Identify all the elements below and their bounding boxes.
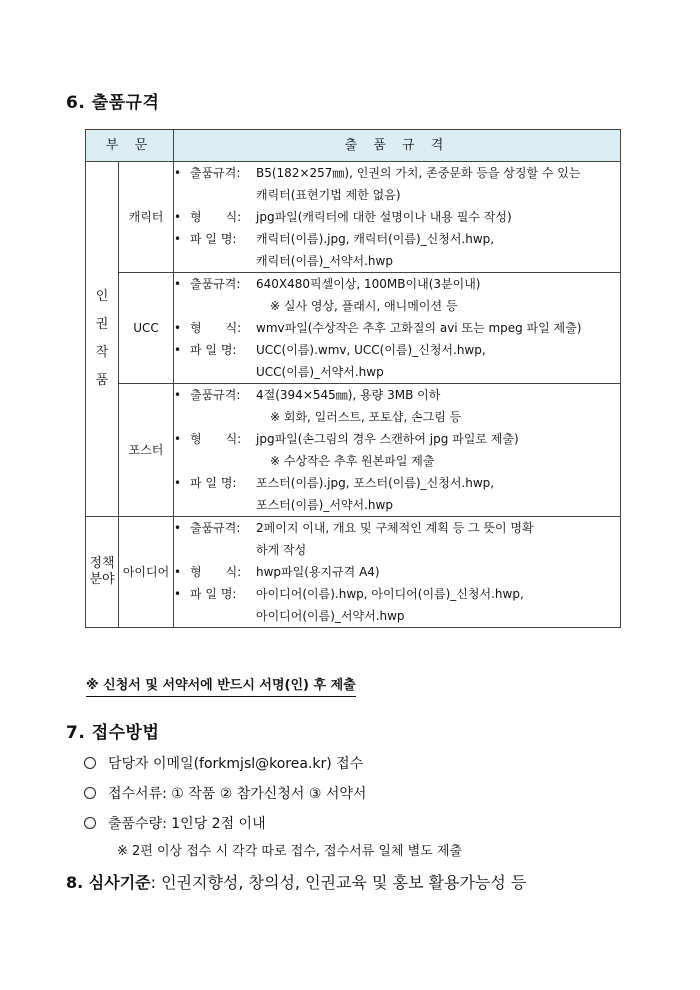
group-label-policy: 정책 분야	[86, 517, 119, 628]
section-title-6: 6. 출품규격	[66, 93, 160, 113]
spec-content: • 출품규격: B5(182×257㎜), 인권의 가치, 존중문화 등을 상징할 수 있는 캐릭터(표현기법 제한 없음) • 형 식: jpg파일(캐릭터에 대한 설명이나 내용 필수 작성) • 파 일 명: 캐릭터(이름).jpg, 캐릭터(이름)_신청서.hwp, 캐릭터(이름)_서약서.hwp	[174, 162, 621, 273]
section-title-7: 7. 접수방법	[66, 723, 160, 743]
table-row	[86, 162, 621, 273]
list-item: 출품수량: 1인당 2점 이내	[84, 808, 366, 838]
criteria-text: : 인권지향성, 창의성, 인권교육 및 홍보 활용가능성 등	[150, 873, 527, 892]
spec-content: • 출품규격: 2페이지 이내, 개요 및 구체적인 계획 등 그 뜻이 명확 하게 작성 • 형 식: hwp파일(용지규격 A4) • 파 일 명: 아이디어(이름).hwp, 아이디어(이름)_신청서.hwp, 아이디어(이름)_서약서.hwp	[174, 517, 621, 628]
submission-note: ※ 2편 이상 접수 시 각각 따로 접수, 접수서류 일체 별도 제출	[117, 844, 463, 859]
circle-bullet-icon	[84, 757, 96, 769]
category-name: 아이디어	[119, 517, 174, 628]
header-dept: 부 문	[86, 130, 174, 162]
category-name: 캐릭터	[119, 162, 174, 273]
header-spec: 출 품 규 격	[174, 130, 621, 162]
submission-list	[84, 748, 366, 838]
category-name: 포스터	[119, 384, 174, 517]
table-header-row	[86, 130, 621, 162]
section-title-8: 8. 심사기준	[66, 873, 151, 892]
group-label-works: 인 권 작 품	[86, 162, 119, 517]
circle-bullet-icon	[84, 787, 96, 799]
table-row	[86, 517, 621, 628]
table-row	[86, 273, 621, 384]
list-item: 접수서류: ① 작품 ② 참가신청서 ③ 서약서	[84, 778, 366, 808]
section-8	[66, 870, 526, 893]
list-item: 담당자 이메일(forkmjsl@korea.kr) 접수	[84, 748, 366, 778]
category-name: UCC	[119, 273, 174, 384]
circle-bullet-icon	[84, 817, 96, 829]
signature-notice: ※ 신청서 및 서약서에 반드시 서명(인) 후 제출	[86, 677, 356, 697]
spec-content: • 출품규격: 640X480픽셀이상, 100MB이내(3분이내) ※ 실사 영상, 플래시, 애니메이션 등 • 형 식: wmv파일(수상작은 추후 고화질의 avi 또는 mpeg 파일 제출) • 파 일 명: UCC(이름).wmv, UCC(이름)_신청서.hwp, UCC(이름)_서약서.hwp	[174, 273, 621, 384]
table-row	[86, 384, 621, 517]
spec-table	[85, 129, 621, 628]
spec-content: • 출품규격: 4절(394×545㎜), 용량 3MB 이하 ※ 회화, 일러스트, 포토샵, 손그림 등 • 형 식: jpg파일(손그림의 경우 스캔하여 jpg 파일로 제출) ※ 수상작은 추후 원본파일 제출 • 파 일 명: 포스터(이름).jpg, 포스터(이름)_신청서.hwp, 포스터(이름)_서약서.hwp	[174, 384, 621, 517]
